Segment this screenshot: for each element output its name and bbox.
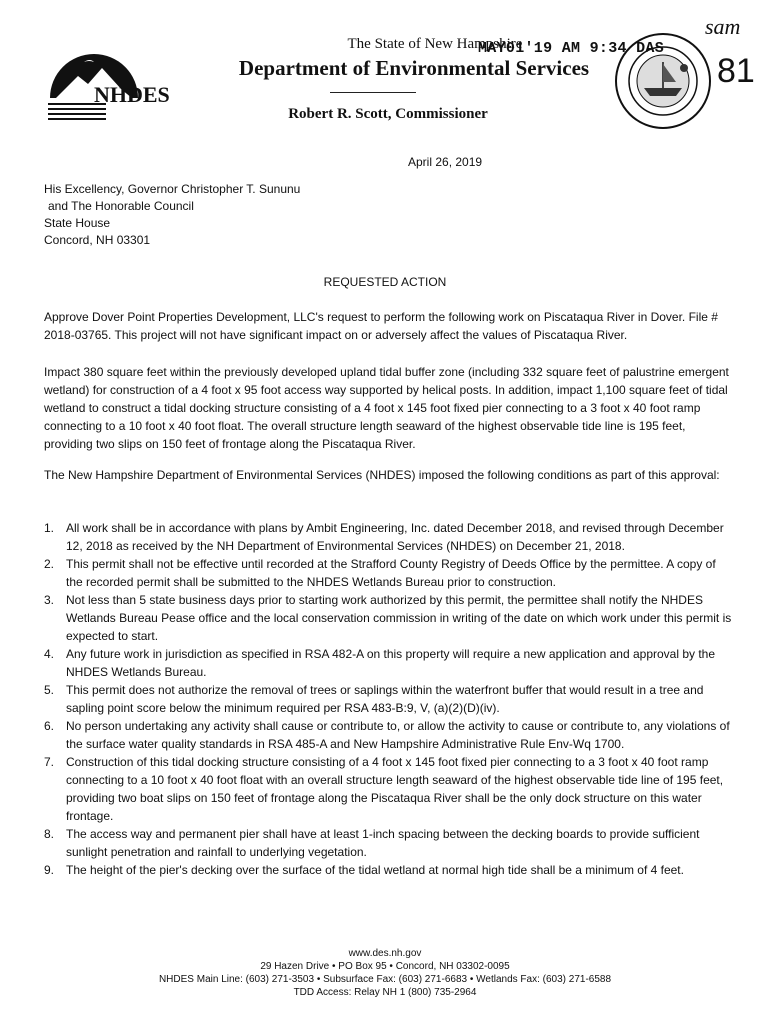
commissioner-name: Robert R. Scott, Commissioner (288, 106, 488, 122)
address-line: State House (44, 216, 111, 230)
condition-item: 3. Not less than 5 state business days prior to starting work authorized by this permit, the permittee shall notify the NHDES Wetlands Bureau Pease office and the local conservation commission in writing of the date on which work under this permit is expected to start. (44, 593, 732, 643)
recipient-address (44, 181, 300, 249)
address-line: Concord, NH 03301 (44, 233, 151, 247)
state-seal-icon (614, 32, 712, 130)
condition-item: 1. All work shall be in accordance with plans by Ambit Engineering, Inc. dated December 2018, and revised through December 12, 2018 as received by the NH Department of Environmental Services (NHDES) on December 21, 2018. (44, 521, 724, 553)
footer-address: 29 Hazen Drive • PO Box 95 • Concord, NH 03302-0095 (260, 961, 510, 972)
state-name: The State of New Hampshire (347, 36, 523, 52)
condition-item: 5. This permit does not authorize the removal of trees or saplings within the waterfront buffer that would result in a tree and sapling point score below the minimum required per RSA 483-B:9, V, (a)(2)(D)(iv). (44, 683, 704, 715)
address-line: His Excellency, Governor Christopher T. Sununu (44, 182, 301, 196)
department-name: Department of Environmental Services (238, 56, 590, 80)
condition-item: 7. Construction of this tidal docking structure consisting of a 4 foot x 145 foot fixed pier connecting to a 3 foot x 40 foot ramp connecting to a 10 foot x 40 foot float with an overall structure length seaward of the highest observable tide line of 195 feet, providing two boat slips on 150 feet of frontage along the Piscataqua River shall be the only dock structure on this water frontage. (44, 755, 724, 823)
letter-footer (0, 947, 770, 999)
condition-item: 8. The access way and permanent pier shall have at least 1-inch spacing between the decking boards to provide sufficient sunlight penetration and rainfall to underlying vegetation. (44, 827, 700, 859)
conditions-intro: The New Hampshire Department of Environmental Services (NHDES) imposed the following conditions as part of this approval: (44, 468, 720, 482)
handwritten-initials: sam (705, 14, 741, 39)
footer-website: www.des.nh.gov (348, 948, 422, 959)
letter-date: April 26, 2019 (408, 155, 483, 169)
request-paragraph: Approve Dover Point Properties Development, LLC's request to perform the following work on Piscataqua River in Dover. File # 2018-03765. This project will not have significant impact on or adversely affect the values of Piscataqua River. (44, 310, 718, 342)
handwritten-number: 81 (717, 52, 755, 90)
conditions-list (44, 519, 732, 879)
condition-item: 6. No person undertaking any activity shall cause or contribute to, or allow the activity to cause or contribute to, any violations of the surface water quality standards in RSA 485-A and New Hampshire Administrative Rule Env-Wq 1700. (44, 719, 730, 751)
footer-phones: NHDES Main Line: (603) 271-3503 • Subsurface Fax: (603) 271-6683 • Wetlands Fax: (603) 271-6588 (158, 974, 612, 985)
condition-item: 4. Any future work in jurisdiction as specified in RSA 482-A on this property will require a new application and approval by the NHDES Wetlands Bureau. (44, 647, 716, 679)
footer-tdd: TDD Access: Relay NH 1 (800) 735-2964 (293, 987, 477, 998)
requested-action-heading: REQUESTED ACTION (323, 275, 447, 289)
condition-item: 2. This permit shall not be effective until recorded at the Strafford County Registry of Deeds Office by the permittee. A copy of the recorded permit shall be submitted to the NHDES Wetlands Bureau prior to construction. (44, 557, 716, 589)
header-rule (330, 92, 416, 93)
condition-item: 9. The height of the pier's decking over the surface of the tidal wetland at normal high tide shall be a minimum of 4 feet. (44, 863, 684, 877)
received-stamp: MAY01'19 AM 9:34 DAS (478, 40, 665, 57)
impact-paragraph: Impact 380 square feet within the previously developed upland tidal buffer zone (including 332 square feet of palustrine emergent wetland) for construction of a 4 foot x 95 foot access way supported by helical posts. In addition, impact 1,100 square feet of tidal wetland to construct a tidal docking structure consisting of a 4 foot x 145 foot fixed pier connecting to a 3 foot x 40 foot ramp connecting to a 10 foot x 40 foot float. The overall structure length seaward of the highest observable tide line is 195 feet, providing two slips on 150 feet of frontage along the Piscataqua River. (44, 365, 729, 451)
logo-text: NHDES (94, 82, 170, 107)
address-line: and The Honorable Council (48, 199, 194, 213)
